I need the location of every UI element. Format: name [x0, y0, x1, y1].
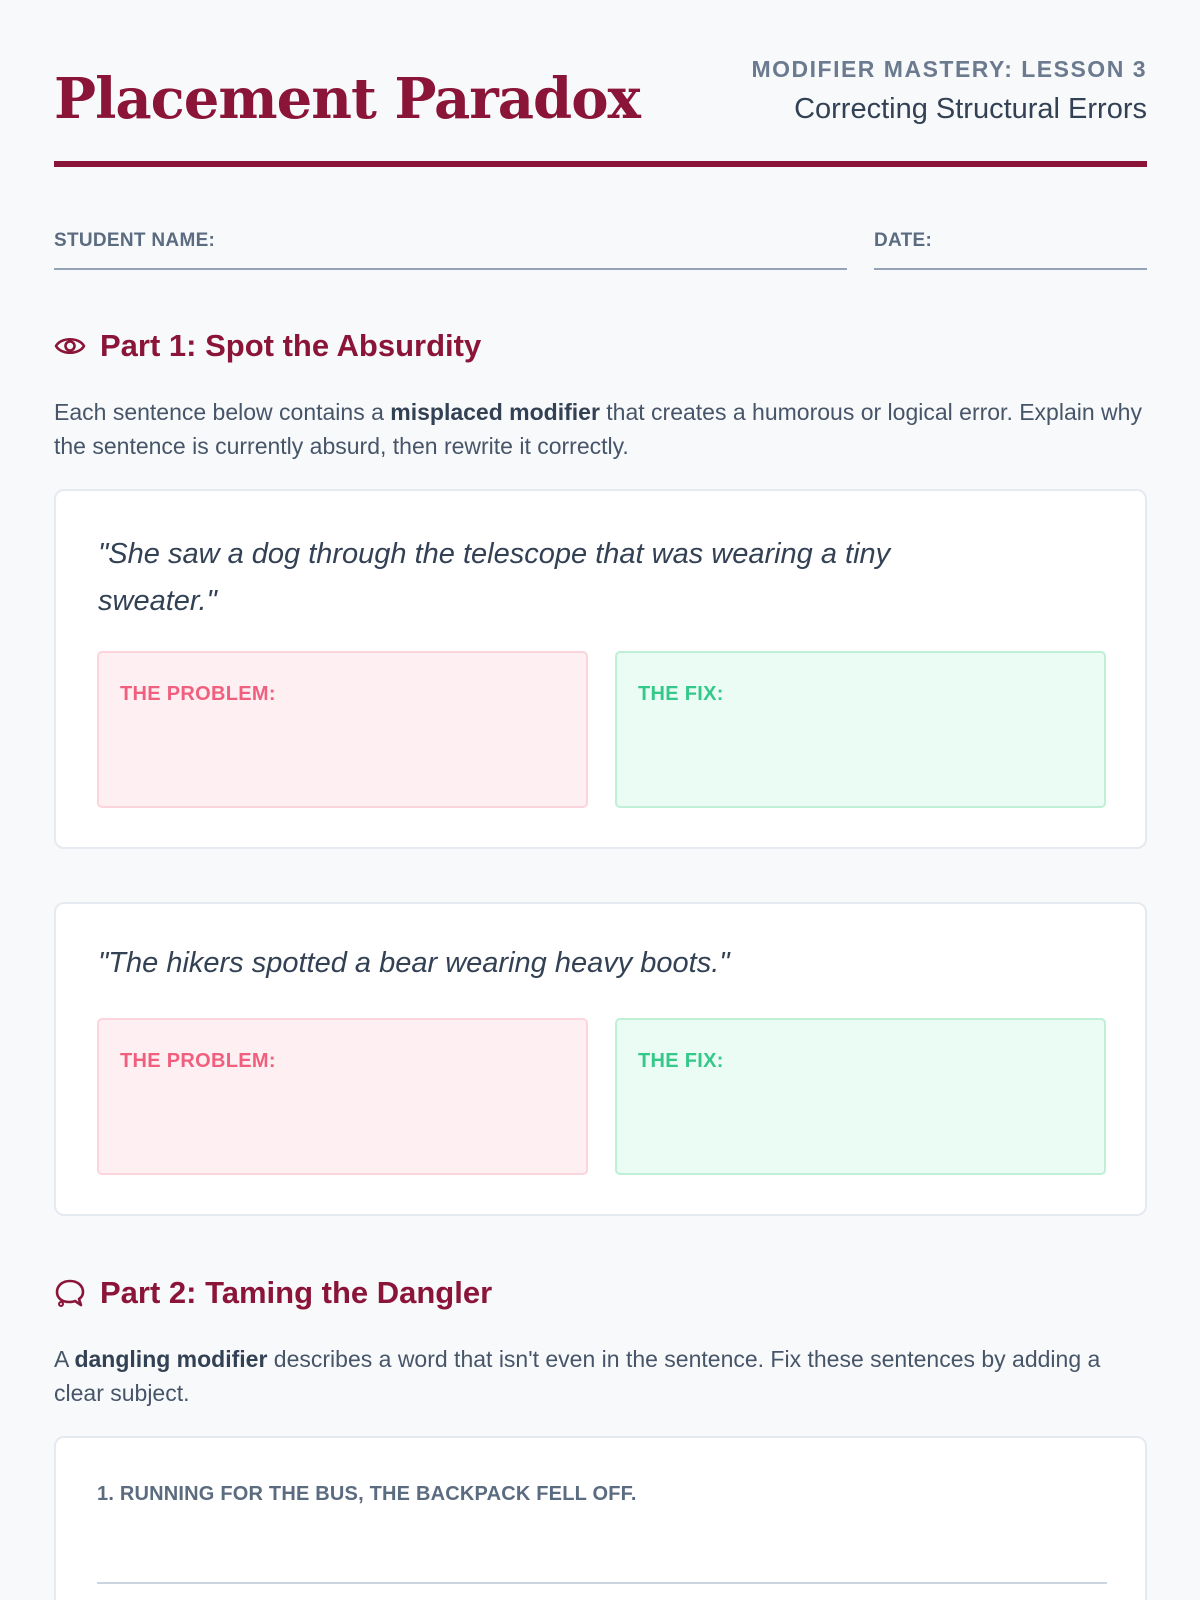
worksheet-header	[54, 0, 1147, 167]
student-name-field[interactable]	[54, 230, 847, 270]
fix-label: THE FIX:	[638, 1050, 724, 1072]
fix-label: THE FIX:	[638, 683, 724, 705]
part1-intro-text-end: that creates a humorous or logical error. Explain why the sentence is currently absurd, then rewrite it correctly.	[54, 399, 1142, 459]
problem-answer-box[interactable]	[97, 651, 588, 808]
worksheet-page	[54, 0, 1147, 1505]
exercise-card-2	[54, 902, 1147, 1216]
date-field[interactable]	[874, 230, 1147, 270]
part2-instructions	[54, 1342, 1147, 1410]
answer-line[interactable]	[97, 1582, 1107, 1584]
exercise-sentence: "The hikers spotted a bear wearing heavy boots."	[98, 947, 730, 979]
dangler-question-card	[54, 1436, 1147, 1600]
fix-answer-box[interactable]	[615, 651, 1106, 808]
speech-bubble-icon	[54, 1277, 86, 1309]
exercise-card-1	[54, 489, 1147, 849]
problem-label: THE PROBLEM:	[120, 1050, 276, 1072]
part1-heading	[54, 328, 481, 364]
question-prompt: 1. RUNNING FOR THE BUS, THE BACKPACK FELL OFF.	[97, 1483, 637, 1505]
date-label: DATE:	[874, 230, 933, 251]
problem-answer-box[interactable]	[97, 1018, 588, 1175]
eye-icon	[54, 330, 86, 362]
problem-label: THE PROBLEM:	[120, 683, 276, 705]
worksheet-title: Placement Paradox	[54, 66, 640, 132]
exercise-sentence: "She saw a dog through the telescope that was wearing a tiny sweater."	[98, 538, 891, 617]
part1-instructions	[54, 395, 1147, 463]
student-name-label: STUDENT NAME:	[54, 230, 216, 251]
part2-intro-text-end: describes a word that isn't even in the sentence. Fix these sentences by adding a clear subject.	[54, 1346, 1101, 1406]
fix-answer-box[interactable]	[615, 1018, 1106, 1175]
part2-heading	[54, 1275, 492, 1311]
lesson-kicker: MODIFIER MASTERY: LESSON 3	[751, 56, 1147, 82]
part2-intro-term: dangling modifier	[74, 1346, 268, 1372]
part1-intro-term: misplaced modifier	[390, 399, 600, 425]
part2-intro-text: A	[54, 1346, 75, 1372]
part1-title: Part 1: Spot the Absurdity	[100, 328, 482, 363]
part1-intro-text: Each sentence below contains a	[54, 399, 391, 425]
lesson-subtitle: Correcting Structural Errors	[794, 93, 1147, 125]
part2-title: Part 2: Taming the Dangler	[100, 1275, 493, 1310]
student-info-fields	[54, 230, 1147, 270]
